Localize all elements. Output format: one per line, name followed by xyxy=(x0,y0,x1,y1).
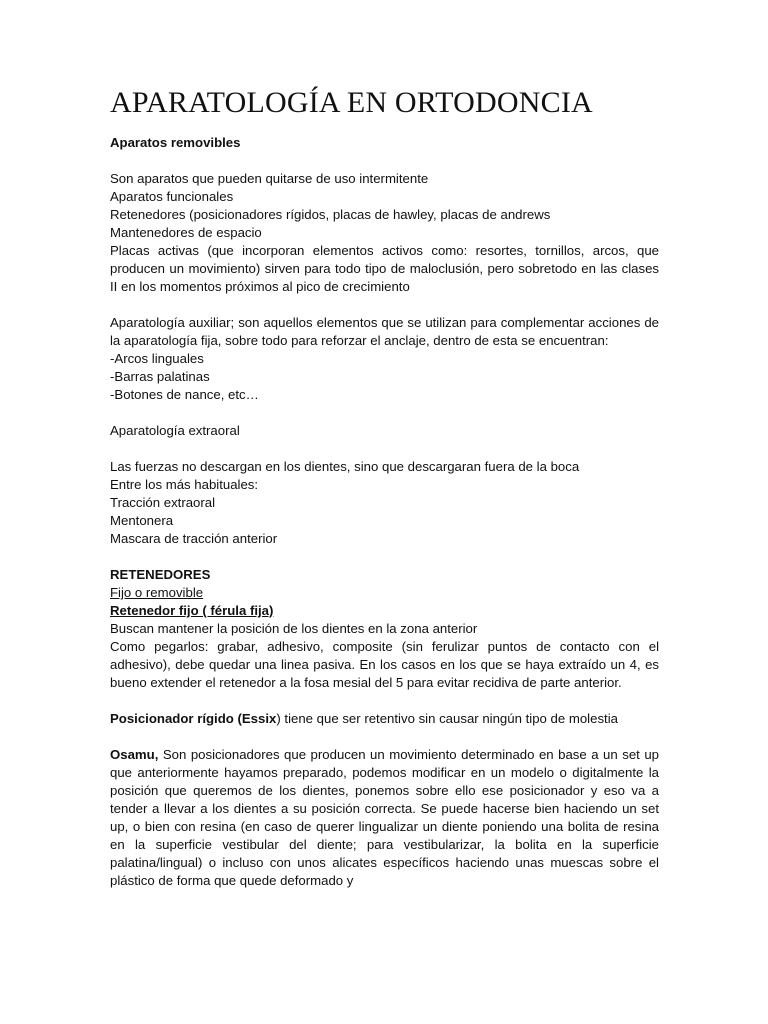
paragraph-placas-activas: Placas activas (que incorporan elementos activos como: resortes, tornillos, arcos, que producen un movimiento) sirven para todo tipo de maloclusión, pero sobretodo en las clases II en los momentos próximos al pico de crecimiento xyxy=(110,243,659,294)
text-line: Las fuerzas no descargan en los dientes, sino que descargaran fuera de la boca xyxy=(110,459,580,474)
text-line: Retenedores (posicionadores rígidos, placas de hawley, placas de andrews xyxy=(110,207,551,222)
document-title: APARATOLOGÍA EN ORTODONCIA xyxy=(110,86,593,119)
heading-aparatos-removibles: Aparatos removibles xyxy=(110,135,241,150)
paragraph-osamu xyxy=(110,746,659,890)
bold-text: Osamu, xyxy=(110,747,159,762)
text-line: Aparatos funcionales xyxy=(110,189,234,204)
heading-retenedores: RETENEDORES xyxy=(110,567,211,582)
text-line: Entre los más habituales: xyxy=(110,477,259,492)
text-line: Tracción extraoral xyxy=(110,495,216,510)
list-item: -Arcos linguales xyxy=(110,351,204,366)
paragraph-posicionador-rigido xyxy=(110,710,659,728)
text-line: Mentonera xyxy=(110,513,174,528)
document-body xyxy=(110,84,659,890)
list-item: -Barras palatinas xyxy=(110,369,210,384)
paragraph-como-pegarlos: Como pegarlos: grabar, adhesivo, composite (sin ferulizar puntos de contacto con el adhesivo), debe quedar una linea pasiva. En los casos en los que se haya extraído un 4, es bueno extender el retenedor a la fosa mesial del 5 para evitar recidiva de parte anterior. xyxy=(110,639,659,690)
subheading-retenedor-fijo: Retenedor fijo ( férula fija) xyxy=(110,603,274,618)
bold-text: Essix xyxy=(241,711,277,726)
body-text: ) tiene que ser retentivo sin causar ningún tipo de molestia xyxy=(276,711,618,726)
list-item: -Botones de nance, etc… xyxy=(110,387,259,402)
text-line: Mantenedores de espacio xyxy=(110,225,262,240)
paragraph-aparatologia-auxiliar: Aparatología auxiliar; son aquellos elementos que se utilizan para complementar acciones de la aparatología fija, sobre todo para reforzar el anclaje, dentro de esta se encuentran: xyxy=(110,315,659,348)
text-line: Buscan mantener la posición de los dientes en la zona anterior xyxy=(110,621,478,636)
bold-text: Posicionador rígido ( xyxy=(110,711,242,726)
subheading-fijo-removible: Fijo o removible xyxy=(110,585,204,600)
body-text: Son posicionadores que producen un movimiento determinado en base a un set up que anteriormente hayamos preparado, podemos modificar en un modelo o digitalmente la posición que queremos de los dientes, ponemos sobre ello ese posicionador y eso va a tender a llevar a los dientes a su posición correcta. Se puede hacerse bien haciendo un set up, o bien con resina (en caso de querer lingualizar un diente poniendo una bolita de resina en la superficie vestibular del diente; para vestibularizar, la bolita en la superficie palatina/lingual) o incluso con unos alicates específicos haciendo unas muescas sobre el plástico de forma que quede deformado y xyxy=(110,747,659,888)
text-line: Son aparatos que pueden quitarse de uso intermitente xyxy=(110,171,429,186)
heading-aparatologia-extraoral: Aparatología extraoral xyxy=(110,423,240,438)
text-line: Mascara de tracción anterior xyxy=(110,531,278,546)
